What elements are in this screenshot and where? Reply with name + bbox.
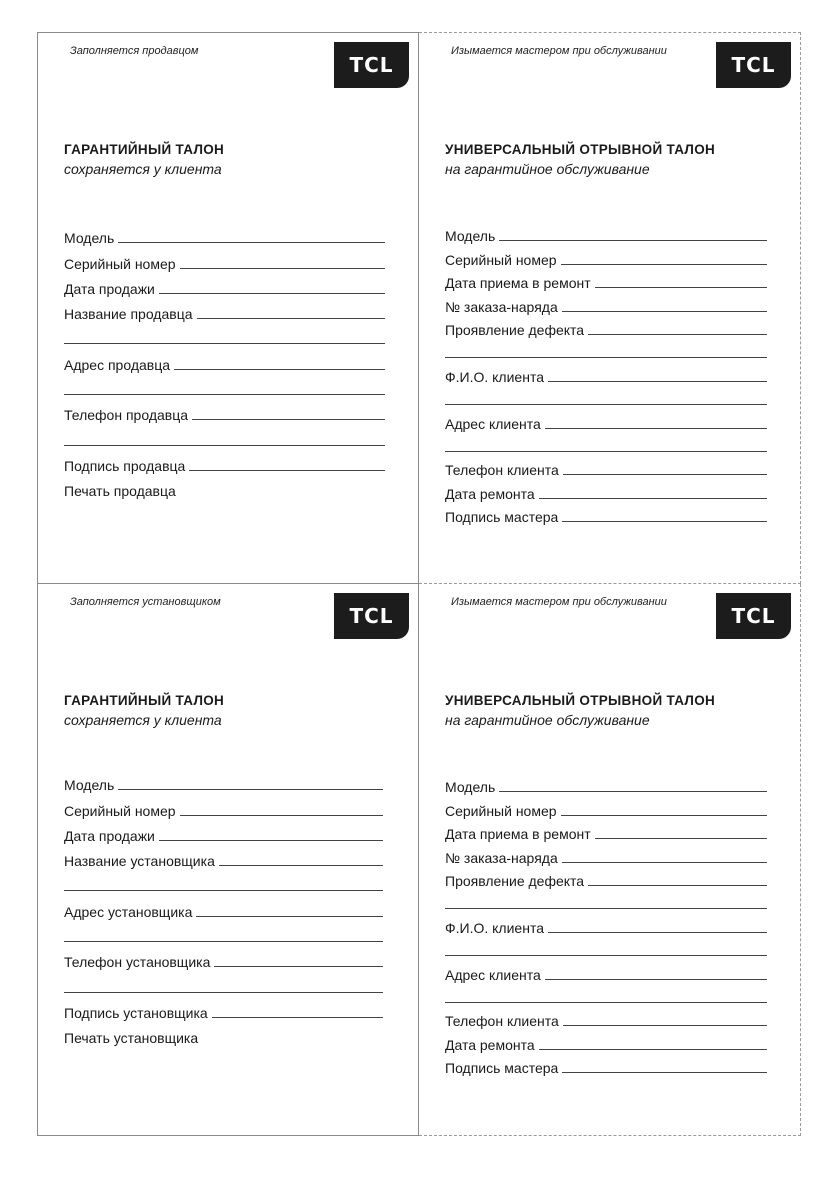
fill-in-line[interactable]: [563, 474, 767, 475]
field-list: [64, 768, 383, 1046]
fill-in-line[interactable]: [595, 287, 767, 288]
fill-in-line[interactable]: [588, 885, 767, 886]
tcl-logo: TCL: [716, 593, 791, 639]
tcl-logo: TCL: [334, 593, 409, 639]
fill-in-line[interactable]: [445, 1002, 767, 1003]
form-field: [445, 408, 767, 431]
tear-off-card-installer: [419, 584, 801, 1136]
card-title: ГАРАНТИЙНЫЙ ТАЛОН: [64, 142, 225, 157]
card-title: ГАРАНТИЙНЫЙ ТАЛОН: [64, 693, 225, 708]
fill-in-line[interactable]: [561, 264, 767, 265]
field-label: Телефон установщика: [64, 954, 211, 971]
form-field: [445, 842, 767, 865]
form-field: [445, 1029, 767, 1052]
field-label: Дата продажи: [64, 280, 155, 297]
card-subtitle: сохраняется у клиента: [64, 161, 222, 177]
form-field: [445, 291, 767, 314]
form-field: [64, 272, 385, 297]
fill-in-line[interactable]: [159, 840, 383, 841]
field-continuation-line: [64, 869, 383, 894]
field-label: Дата ремонта: [445, 1036, 535, 1053]
tear-off-card-seller: [419, 32, 801, 584]
field-continuation-line: [445, 936, 767, 959]
form-field: [445, 819, 767, 842]
fill-in-line[interactable]: [174, 369, 385, 370]
fill-note: Изымается мастером при обслуживании: [451, 45, 667, 57]
form-field: [64, 347, 385, 372]
fill-note: Изымается мастером при обслуживании: [451, 596, 667, 608]
form-field: [445, 244, 767, 267]
card-title: УНИВЕРСАЛЬНЫЙ ОТРЫВНОЙ ТАЛОН: [445, 142, 716, 157]
field-label: Подпись мастера: [445, 509, 559, 526]
field-continuation-line: [445, 338, 767, 361]
tcl-logo: TCL: [716, 42, 791, 88]
field-continuation-line: [445, 385, 767, 408]
field-label: Ф.И.О. клиента: [445, 368, 544, 385]
fill-in-line[interactable]: [196, 916, 383, 917]
field-label: Модель: [64, 777, 115, 794]
fill-note: Заполняется установщиком: [70, 596, 221, 608]
form-field: [64, 449, 385, 474]
fill-in-line[interactable]: [563, 1025, 767, 1026]
fill-in-line[interactable]: [219, 865, 383, 866]
field-label: Подпись мастера: [445, 1060, 559, 1077]
form-field: [64, 793, 383, 818]
fill-in-line[interactable]: [562, 862, 767, 863]
card-subtitle: на гарантийное обслуживание: [445, 161, 650, 177]
form-field: [445, 268, 767, 291]
form-field: [445, 221, 767, 244]
form-field: [445, 1053, 767, 1076]
fill-note: Заполняется продавцом: [70, 45, 199, 57]
fill-in-line[interactable]: [445, 908, 767, 909]
field-continuation-line: [64, 322, 385, 347]
field-continuation-line: [64, 373, 385, 398]
field-label: Печать продавца: [64, 483, 176, 500]
form-field: [64, 945, 383, 970]
fill-in-line[interactable]: [562, 1072, 767, 1073]
fill-in-line[interactable]: [548, 932, 767, 933]
field-list: [445, 221, 767, 525]
field-label: Серийный номер: [64, 802, 176, 819]
form-field: [64, 246, 385, 271]
field-label: Подпись установщика: [64, 1004, 208, 1021]
field-label: Телефон клиента: [445, 462, 559, 479]
form-field: [64, 1021, 383, 1046]
field-label: Адрес клиента: [445, 415, 541, 432]
field-label: Название продавца: [64, 306, 193, 323]
fill-in-line[interactable]: [118, 242, 385, 243]
form-field: [445, 502, 767, 525]
form-field: [64, 996, 383, 1021]
form-field: [64, 844, 383, 869]
form-field: [64, 297, 385, 322]
field-label: Проявление дефекта: [445, 321, 585, 338]
field-label: Модель: [64, 230, 115, 247]
fill-in-line[interactable]: [445, 451, 767, 452]
fill-in-line[interactable]: [562, 521, 767, 522]
fill-in-line[interactable]: [192, 419, 385, 420]
field-label: Модель: [445, 779, 496, 796]
form-field: [64, 819, 383, 844]
fill-in-line[interactable]: [64, 992, 383, 993]
field-label: № заказа-наряда: [445, 298, 558, 315]
form-field: [445, 959, 767, 982]
field-label: Телефон клиента: [445, 1013, 559, 1030]
field-label: Серийный номер: [445, 802, 557, 819]
form-field: [64, 221, 385, 246]
form-field: [445, 361, 767, 384]
fill-in-line[interactable]: [214, 966, 383, 967]
fill-in-line[interactable]: [539, 1049, 767, 1050]
fill-in-line[interactable]: [499, 791, 767, 792]
form-field: [445, 912, 767, 935]
fill-in-line[interactable]: [64, 890, 383, 891]
field-label: Печать установщика: [64, 1030, 199, 1047]
fill-in-line[interactable]: [445, 357, 767, 358]
fill-in-line[interactable]: [64, 941, 383, 942]
field-label: Адрес продавца: [64, 356, 171, 373]
field-label: Телефон продавца: [64, 407, 189, 424]
fill-in-line[interactable]: [64, 394, 385, 395]
field-continuation-line: [64, 970, 383, 995]
warranty-card-installer: [37, 584, 419, 1136]
fill-in-line[interactable]: [445, 955, 767, 956]
form-field: [445, 1006, 767, 1029]
field-label: № заказа-наряда: [445, 849, 558, 866]
fill-in-line[interactable]: [180, 815, 383, 816]
warranty-card-seller: [37, 32, 419, 584]
fill-in-line[interactable]: [212, 1017, 383, 1018]
fill-in-line[interactable]: [499, 240, 767, 241]
form-field: [445, 478, 767, 501]
field-label: Модель: [445, 228, 496, 245]
field-label: Серийный номер: [64, 255, 176, 272]
fill-in-line[interactable]: [548, 381, 767, 382]
fill-in-line[interactable]: [561, 815, 767, 816]
form-field: [445, 795, 767, 818]
field-continuation-line: [64, 423, 385, 448]
fill-in-line[interactable]: [159, 293, 385, 294]
field-label: Дата приема в ремонт: [445, 275, 591, 292]
card-subtitle: сохраняется у клиента: [64, 712, 222, 728]
form-field: [445, 866, 767, 889]
field-list: [445, 772, 767, 1076]
fill-in-line[interactable]: [545, 979, 767, 980]
field-continuation-line: [64, 920, 383, 945]
field-label: Адрес клиента: [445, 966, 541, 983]
form-field: [445, 315, 767, 338]
card-title: УНИВЕРСАЛЬНЫЙ ОТРЫВНОЙ ТАЛОН: [445, 693, 716, 708]
fill-in-line[interactable]: [588, 334, 767, 335]
field-label: Дата продажи: [64, 827, 155, 844]
form-field: [64, 768, 383, 793]
fill-in-line[interactable]: [64, 445, 385, 446]
field-continuation-line: [445, 983, 767, 1006]
form-field: [64, 894, 383, 919]
fill-in-line[interactable]: [197, 318, 386, 319]
field-label: Адрес установщика: [64, 903, 193, 920]
field-list: [64, 221, 385, 499]
card-subtitle: на гарантийное обслуживание: [445, 712, 650, 728]
form-field: [64, 474, 385, 499]
fill-in-line[interactable]: [64, 343, 385, 344]
field-label: Название установщика: [64, 853, 215, 870]
field-label: Дата приема в ремонт: [445, 826, 591, 843]
form-field: [445, 772, 767, 795]
tcl-logo: TCL: [334, 42, 409, 88]
field-label: Подпись продавца: [64, 457, 186, 474]
field-label: Ф.И.О. клиента: [445, 919, 544, 936]
field-continuation-line: [445, 889, 767, 912]
field-continuation-line: [445, 432, 767, 455]
field-label: Серийный номер: [445, 251, 557, 268]
form-field: [64, 398, 385, 423]
fill-in-line[interactable]: [539, 498, 767, 499]
fill-in-line[interactable]: [189, 470, 385, 471]
fill-in-line[interactable]: [595, 838, 767, 839]
fill-in-line[interactable]: [180, 268, 385, 269]
fill-in-line[interactable]: [545, 428, 767, 429]
fill-in-line[interactable]: [118, 789, 383, 790]
field-label: Дата ремонта: [445, 485, 535, 502]
warranty-sheet: [37, 32, 801, 1136]
fill-in-line[interactable]: [445, 404, 767, 405]
field-label: Проявление дефекта: [445, 872, 585, 889]
fill-in-line[interactable]: [562, 311, 767, 312]
form-field: [445, 455, 767, 478]
